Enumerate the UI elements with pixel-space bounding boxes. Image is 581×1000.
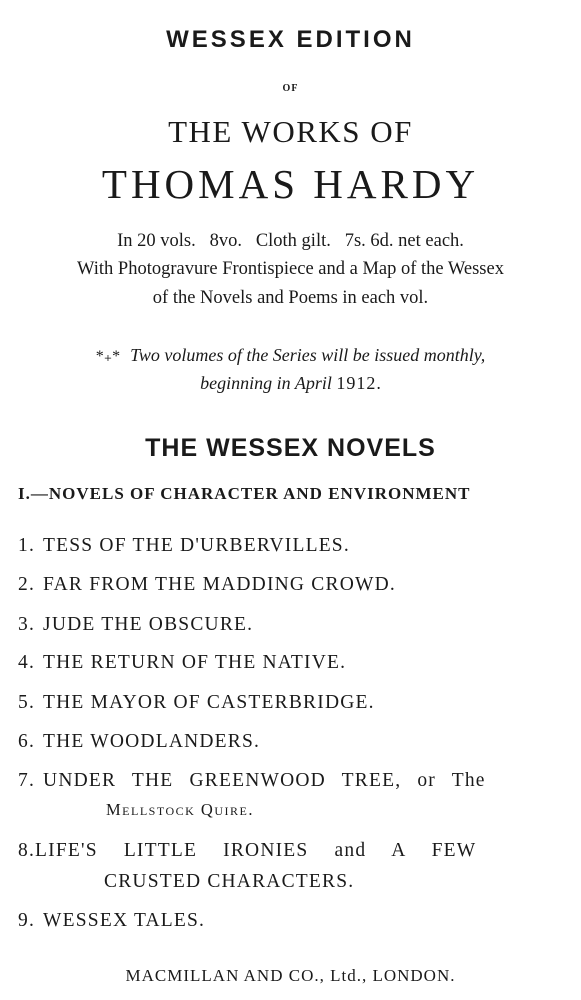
item-number: 1. bbox=[18, 535, 36, 556]
item-title: UNDER THE GREENWOOD TREE, or The bbox=[43, 770, 486, 791]
item-title-continuation: CRUSTED CHARACTERS. bbox=[104, 871, 355, 892]
item-number: 3. bbox=[18, 614, 36, 635]
series-note-period: . bbox=[376, 373, 381, 393]
item-number: 7. bbox=[18, 770, 36, 791]
item-number: 5. bbox=[18, 692, 36, 713]
list-item bbox=[18, 770, 581, 792]
publisher-imprint: MACMILLAN AND CO., Ltd., LONDON. bbox=[125, 966, 456, 985]
list-item bbox=[18, 910, 581, 932]
item-title: THE MAYOR OF CASTERBRIDGE. bbox=[43, 692, 375, 713]
item-number: 9. bbox=[18, 910, 36, 931]
works-of-heading: THE WORKS OF bbox=[168, 114, 413, 149]
item-title-continuation: Mellstock Quire. bbox=[106, 800, 254, 819]
list-item bbox=[18, 731, 581, 753]
item-title: JUDE THE OBSCURE. bbox=[43, 614, 254, 635]
item-number: 2. bbox=[18, 574, 36, 595]
series-note-year: 1912 bbox=[336, 373, 377, 393]
list-item bbox=[18, 692, 581, 714]
list-item bbox=[18, 840, 581, 862]
list-item bbox=[18, 535, 581, 557]
series-note-text-1: Two volumes of the Series will be issued monthly, bbox=[130, 345, 486, 365]
item-number: 6. bbox=[18, 731, 36, 752]
list-item bbox=[18, 652, 581, 674]
item-title: THE RETURN OF THE NATIVE. bbox=[43, 652, 347, 673]
series-note-line-2 bbox=[0, 373, 581, 394]
of-connector: OF bbox=[282, 83, 299, 94]
author-heading: THOMAS HARDY bbox=[101, 161, 480, 207]
asterism: *₊* bbox=[95, 348, 121, 365]
series-note-text-2: beginning in April bbox=[200, 373, 337, 393]
series-note-line-1 bbox=[0, 345, 581, 366]
item-title: FAR FROM THE MADDING CROWD. bbox=[43, 574, 396, 595]
item-title: TESS OF THE D'URBERVILLES. bbox=[43, 535, 350, 556]
item-number: 4. bbox=[18, 652, 36, 673]
edition-details-line-3: of the Novels and Poems in each vol. bbox=[152, 288, 429, 308]
edition-heading: WESSEX EDITION bbox=[166, 26, 415, 53]
item-title: WESSEX TALES. bbox=[43, 910, 206, 931]
item-title: LIFE'S LITTLE IRONIES and A FEW bbox=[35, 840, 477, 861]
section-title: THE WESSEX NOVELS bbox=[145, 434, 436, 462]
edition-details-line-2: With Photogravure Frontispiece and a Map of the Wessex bbox=[77, 259, 504, 279]
subsection-title: I.—NOVELS OF CHARACTER AND ENVIRONMENT bbox=[18, 484, 471, 503]
list-item bbox=[18, 614, 581, 636]
item-number: 8. bbox=[18, 840, 36, 861]
edition-details-line-1: In 20 vols. 8vo. Cloth gilt. 7s. 6d. net each. bbox=[117, 231, 464, 251]
item-title: THE WOODLANDERS. bbox=[43, 731, 261, 752]
list-item bbox=[18, 574, 581, 596]
